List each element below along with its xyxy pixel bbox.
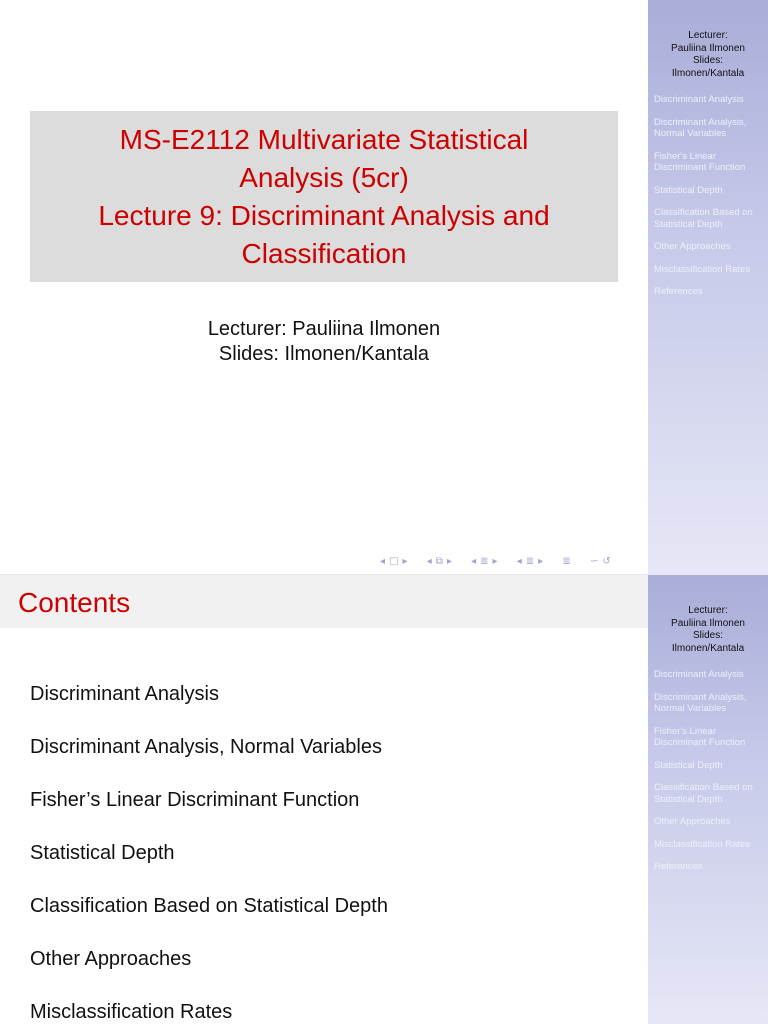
sidebar-section[interactable]: Fisher's Linear Discriminant Function [654, 725, 746, 748]
nav-right-arrow-icon[interactable]: ▸ [446, 556, 453, 567]
sidebar-section[interactable]: Discriminant Analysis, Normal Variables [654, 691, 747, 714]
title-box [30, 111, 618, 282]
nav-section-icon[interactable]: ≣ [480, 556, 490, 567]
title-line: Analysis (5cr) [239, 161, 409, 193]
sidebar [648, 0, 768, 575]
sidebar-section[interactable]: Misclassification Rates [654, 838, 751, 850]
sidebar-section[interactable]: Discriminant Analysis, Normal Variables [654, 116, 747, 139]
sidebar-lecturer-label: Lecturer: [688, 30, 728, 41]
toc-item[interactable]: Fisher’s Linear Discriminant Function [30, 789, 360, 811]
sidebar [648, 575, 768, 1024]
nav-zoom-icon[interactable]: ↺ [602, 556, 612, 567]
sidebar-section-list [648, 669, 768, 873]
navigation-bar [380, 556, 615, 567]
contents-slide [0, 575, 768, 1024]
sidebar-slides-names: Ilmonen/Kantala [671, 642, 745, 654]
title-line: Lecture 9: Discriminant Analysis and [98, 199, 550, 231]
sidebar-author [648, 30, 768, 80]
sidebar-lecturer-name: Pauliina Ilmonen [671, 42, 745, 54]
sidebar-section[interactable]: Discriminant Analysis [654, 94, 744, 105]
nav-left-arrow-icon[interactable]: ◂ [426, 556, 433, 567]
nav-right-arrow-icon[interactable]: ▸ [492, 556, 499, 567]
sidebar-section[interactable]: Other Approaches [654, 241, 731, 252]
sidebar-section[interactable]: Statistical Depth [654, 184, 723, 196]
sidebar-section[interactable]: Classification Based on Statistical Depth [654, 782, 753, 805]
nav-search-icon[interactable]: ∽ [589, 556, 600, 567]
nav-frame-icon[interactable]: □ [389, 556, 400, 567]
nav-right-arrow-icon[interactable]: ▸ [538, 556, 545, 567]
author-line: Slides: Ilmonen/Kantala [218, 343, 430, 365]
sidebar-section[interactable]: Fisher's Linear Discriminant Function [654, 150, 746, 173]
toc-item[interactable]: Statistical Depth [30, 842, 175, 864]
sidebar-section[interactable]: References [654, 861, 703, 872]
toc-item[interactable]: Other Approaches [30, 948, 192, 970]
nav-left-arrow-icon[interactable]: ◂ [380, 556, 387, 567]
sidebar-section[interactable]: References [654, 286, 703, 297]
sidebar-slides-names: Ilmonen/Kantala [671, 67, 745, 79]
toc-item[interactable]: Discriminant Analysis, Normal Variables [30, 736, 382, 758]
nav-left-arrow-icon[interactable]: ◂ [471, 556, 478, 567]
sidebar-section[interactable]: Discriminant Analysis [654, 669, 744, 680]
title-line: MS-E2112 Multivariate Statistical [119, 123, 529, 155]
sidebar-section-list [648, 94, 768, 298]
table-of-contents [30, 683, 388, 1024]
toc-item[interactable]: Misclassification Rates [30, 1001, 233, 1023]
nav-right-arrow-icon[interactable]: ▸ [402, 556, 409, 567]
sidebar-author [648, 605, 768, 655]
sidebar-section[interactable]: Classification Based on Statistical Depth [654, 207, 753, 230]
sidebar-section[interactable]: Other Approaches [654, 816, 731, 827]
nav-document-icon[interactable]: ≣ [562, 556, 572, 567]
title-line: Classification [241, 237, 407, 269]
author-line: Lecturer: Pauliina Ilmonen [207, 318, 441, 340]
toc-item[interactable]: Discriminant Analysis [30, 683, 219, 705]
frame-title-bar [0, 575, 648, 628]
sidebar-lecturer-label: Lecturer: [688, 605, 728, 616]
nav-section-icon[interactable]: ≣ [525, 556, 536, 567]
nav-subsection-icon[interactable]: ⧉ [435, 556, 444, 567]
sidebar-slides-label: Slides: [692, 630, 723, 641]
toc-item[interactable]: Classification Based on Statistical Depth [30, 895, 388, 917]
sidebar-slides-label: Slides: [692, 55, 723, 66]
nav-left-arrow-icon[interactable]: ◂ [516, 556, 523, 567]
sidebar-section[interactable]: Misclassification Rates [654, 263, 751, 275]
sidebar-lecturer-name: Pauliina Ilmonen [671, 617, 745, 629]
contents-heading: Contents [18, 587, 131, 618]
sidebar-section[interactable]: Statistical Depth [654, 759, 723, 771]
